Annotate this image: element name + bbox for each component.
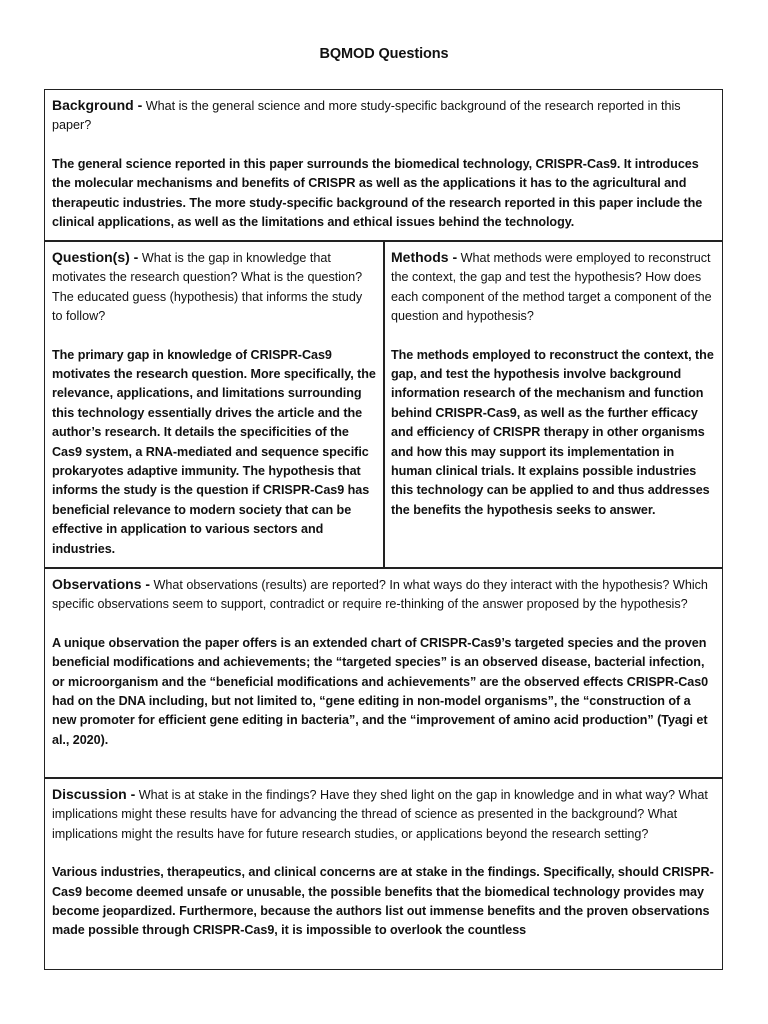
discussion-answer: Various industries, therapeutics, and clinical concerns are at stake in the findings. Specifically, should CRISPR-Cas9 become deemed unsafe or unusable, the possible benefits that the biomedical technology provides may become jeopardized. Furthermore, because the authors list out immense benefits and the proven observations made possible through CRISPR-Cas9, it is impossible to overlook the countless xyxy=(52,865,714,938)
discussion-prompt: What is at stake in the findings? Have they shed light on the gap in knowledge and in what way? What implications might these results have for advancing the thread of science as presented in the background? What implications might the results have for future research studies, or applications beyond the research setting? xyxy=(52,788,708,841)
observations-answer: A unique observation the paper offers is an extended chart of CRISPR-Cas9’s targeted species and the proven beneficial modifications and achievements; the “targeted species” is an observed disease, bacterial infection, or microorganism and the “beneficial modifications and achievements” are the observed effects CRISPR-Cas0 had on the DNA including, but not limited to, “gene editing in non-model organisms”, the “construction of a new promoter for efficient gene editing in bacteria”, and the “improvement of amino acid production” (Tyagi et al., 2020). xyxy=(52,635,709,747)
questions-prompt: What is the gap in knowledge that motivates the research question? What is the question? The educated guess (hypothesis) that informs the study to follow? xyxy=(52,251,363,324)
methods-label: Methods - xyxy=(391,249,458,265)
background-prompt: What is the general science and more study-specific background of the research reported in this paper? xyxy=(52,99,681,133)
background-cell xyxy=(45,90,722,241)
questions-answer: The primary gap in knowledge of CRISPR-Cas9 motivates the research question. More specifically, the relevance, applications, and limitations surrounding this technology essentially drives the article and the author’s research. It details the specificities of the Cas9 system, a RNA-mediated and sequence specific prokaryotes adaptive immunity. The hypothesis that informs the study is the question if CRISPR-Cas9 has beneficial relevance to modern society that can be effective in application to various sectors and industries. xyxy=(52,347,376,556)
observations-prompt: What observations (results) are reported? In what ways do they interact with the hypothesis? Which specific observations seem to support, contradict or require re-thinking of the answer proposed by the hypothesis? xyxy=(52,578,708,612)
background-question xyxy=(52,96,715,136)
methods-question xyxy=(391,248,715,327)
background-label: Background - xyxy=(52,97,143,113)
page-title: BQMOD Questions xyxy=(319,46,449,62)
questions-question xyxy=(52,248,376,327)
observations-label: Observations - xyxy=(52,576,151,592)
methods-cell xyxy=(384,242,722,568)
discussion-label: Discussion - xyxy=(52,786,136,802)
discussion-question xyxy=(52,785,715,844)
methods-answer: The methods employed to reconstruct the context, the gap, and test the hypothesis involve background information research of the mechanism and function behind CRISPR-Cas9, as well as the further efficacy and efficiency of CRISPR therapy in other organisms and how this may support its implementation in human clinical trials. It explains possible industries this technology can be applied to and thus addresses the benefits the hypothesis seeks to answer. xyxy=(391,347,714,517)
questions-cell xyxy=(45,242,383,568)
discussion-cell xyxy=(45,779,722,968)
background-answer: The general science reported in this paper surrounds the biomedical technology, CRISPR-Cas9. It introduces the molecular mechanisms and benefits of CRISPR as well as the applications it has to the agricultural and therapeutic industries. The more study-specific background of the research reported in this paper include the clinical applications, as well as the limitations and ethical issues behind the technology. xyxy=(52,156,703,230)
questions-label: Question(s) - xyxy=(52,249,139,265)
observations-cell xyxy=(45,569,722,778)
methods-prompt: What methods were employed to reconstruct the context, the gap and test the hypothesis? How does each component of the method target a component of the question and hypothesis? xyxy=(391,251,712,324)
observations-question xyxy=(52,575,715,615)
